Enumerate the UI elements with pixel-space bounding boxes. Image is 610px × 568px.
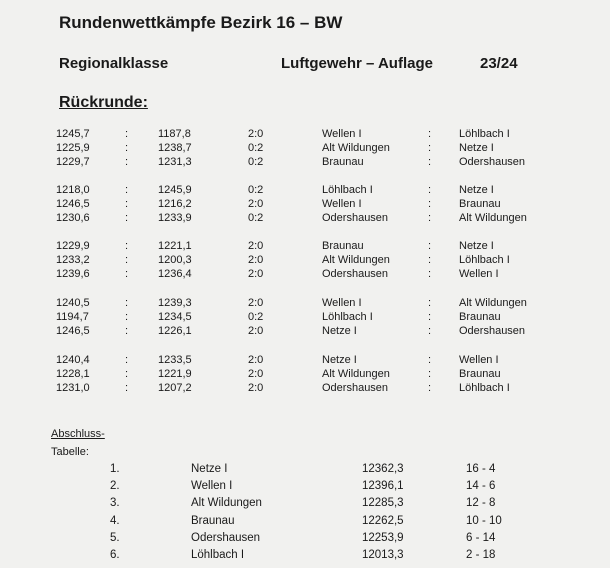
separator: : [125,382,129,394]
match-row [0,155,610,169]
score-away: 1245,9 [158,184,192,196]
standing-score: 12013,3 [362,549,404,561]
separator: : [125,198,129,210]
standing-points: 12 - 8 [466,497,496,509]
score-home: 1229,9 [56,240,90,252]
match-result: 2:0 [248,268,264,280]
away-team: Braunau [459,198,501,210]
discipline-label: Luftgewehr – Auflage [281,55,433,72]
standing-rank: 2. [110,480,120,492]
score-home: 1240,5 [56,297,90,309]
score-away: 1239,3 [158,297,192,309]
standing-points: 2 - 18 [466,549,496,561]
score-home: 1228,1 [56,368,90,380]
home-team: Braunau [322,240,364,252]
match-row [0,310,610,324]
match-row [0,183,610,197]
away-team: Wellen I [459,354,499,366]
separator: : [428,128,432,140]
score-home: 1218,0 [56,184,90,196]
home-team: Alt Wildungen [322,254,390,266]
standing-score: 12396,1 [362,480,404,492]
match-row [0,141,610,155]
standing-points: 10 - 10 [466,515,502,527]
away-team: Netze I [459,184,494,196]
away-team: Netze I [459,240,494,252]
standing-points: 16 - 4 [466,463,496,475]
page-title: Rundenwettkämpfe Bezirk 16 – BW [59,13,343,32]
match-row [0,381,610,395]
standing-team: Netze I [191,463,228,475]
separator: : [428,325,432,337]
separator: : [125,184,129,196]
home-team: Wellen I [322,198,362,210]
score-home: 1246,5 [56,198,90,210]
separator: : [125,354,129,366]
section-title: Rückrunde: [59,94,148,111]
away-team: Netze I [459,142,494,154]
match-result: 2:0 [248,368,264,380]
separator: : [125,128,129,140]
match-row [0,267,610,281]
match-result: 0:2 [248,156,264,168]
separator: : [428,142,432,154]
standing-score: 12285,3 [362,497,404,509]
score-home: 1229,7 [56,156,90,168]
home-team: Alt Wildungen [322,368,390,380]
separator: : [428,212,432,224]
separator: : [125,142,129,154]
standing-rank: 4. [110,515,120,527]
score-away: 1238,7 [158,142,192,154]
standing-rank: 6. [110,549,120,561]
match-result: 0:2 [248,142,264,154]
match-result: 2:0 [248,297,264,309]
standing-score: 12253,9 [362,532,404,544]
match-result: 0:2 [248,184,264,196]
separator: : [125,212,129,224]
standing-team: Wellen I [191,480,233,492]
score-away: 1187,8 [158,128,191,140]
score-away: 1221,1 [158,240,192,252]
score-home: 1194,7 [56,311,89,323]
home-team: Alt Wildungen [322,142,390,154]
separator: : [428,254,432,266]
away-team: Löhlbach I [459,128,510,140]
home-team: Wellen I [322,128,362,140]
separator: : [428,382,432,394]
separator: : [125,156,129,168]
home-team: Odershausen [322,268,389,280]
separator: : [125,311,129,323]
score-home: 1233,2 [56,254,90,266]
match-row [0,211,610,225]
standing-team: Alt Wildungen [191,497,262,509]
home-team: Netze I [322,354,357,366]
separator: : [125,240,129,252]
score-home: 1245,7 [56,128,90,140]
home-team: Wellen I [322,297,362,309]
home-team: Löhlbach I [322,184,373,196]
class-label: Regionalklasse [59,55,169,72]
away-team: Odershausen [459,325,526,337]
separator: : [125,325,129,337]
separator: : [125,254,129,266]
match-result: 0:2 [248,212,264,224]
score-away: 1231,3 [158,156,192,168]
match-result: 2:0 [248,382,264,394]
away-team: Braunau [459,311,501,323]
match-row [0,353,610,367]
score-home: 1231,0 [56,382,90,394]
table-row [0,513,610,529]
match-row [0,197,610,211]
match-result: 2:0 [248,354,264,366]
away-team: Alt Wildungen [459,212,527,224]
season-label: 23/24 [480,55,518,72]
standing-rank: 1. [110,463,120,475]
away-team: Braunau [459,368,501,380]
separator: : [428,311,432,323]
match-row [0,239,610,253]
separator: : [428,156,432,168]
score-home: 1225,9 [56,142,90,154]
away-team: Odershausen [459,156,526,168]
table-row [0,461,610,477]
standing-team: Löhlbach I [191,549,245,561]
score-away: 1200,3 [158,254,192,266]
match-row [0,253,610,267]
separator: : [428,268,432,280]
standing-rank: 3. [110,497,120,509]
match-result: 2:0 [248,198,264,210]
score-home: 1240,4 [56,354,90,366]
match-row [0,296,610,310]
separator: : [125,368,129,380]
score-away: 1234,5 [158,311,192,323]
standing-score: 12262,5 [362,515,404,527]
table-row [0,547,610,563]
separator: : [125,268,129,280]
away-team: Wellen I [459,268,499,280]
separator: : [428,368,432,380]
standing-team: Odershausen [191,532,261,544]
standing-score: 12362,3 [362,463,404,475]
away-team: Löhlbach I [459,254,510,266]
match-row [0,127,610,141]
score-away: 1226,1 [158,325,192,337]
table-row [0,478,610,494]
score-away: 1236,4 [158,268,192,280]
match-row [0,324,610,338]
standing-points: 6 - 14 [466,532,496,544]
final-table-label: Abschluss- [51,428,105,440]
match-result: 2:0 [248,240,264,252]
standing-rank: 5. [110,532,120,544]
separator: : [428,354,432,366]
separator: : [428,240,432,252]
score-away: 1221,9 [158,368,192,380]
home-team: Odershausen [322,212,389,224]
away-team: Löhlbach I [459,382,510,394]
score-away: 1216,2 [158,198,192,210]
score-home: 1246,5 [56,325,90,337]
separator: : [428,297,432,309]
match-result: 2:0 [248,254,264,266]
score-away: 1233,9 [158,212,192,224]
home-team: Braunau [322,156,364,168]
score-away: 1233,5 [158,354,192,366]
match-result: 2:0 [248,325,264,337]
match-result: 2:0 [248,128,264,140]
home-team: Netze I [322,325,357,337]
separator: : [428,184,432,196]
away-team: Alt Wildungen [459,297,527,309]
table-row [0,495,610,511]
score-home: 1230,6 [56,212,90,224]
home-team: Odershausen [322,382,389,394]
home-team: Löhlbach I [322,311,373,323]
separator: : [125,297,129,309]
separator: : [428,198,432,210]
match-result: 0:2 [248,311,264,323]
standing-points: 14 - 6 [466,480,496,492]
standing-team: Braunau [191,515,235,527]
table-row [0,530,610,546]
score-home: 1239,6 [56,268,90,280]
match-row [0,367,610,381]
final-table-label-2: Tabelle: [51,446,89,458]
score-away: 1207,2 [158,382,192,394]
